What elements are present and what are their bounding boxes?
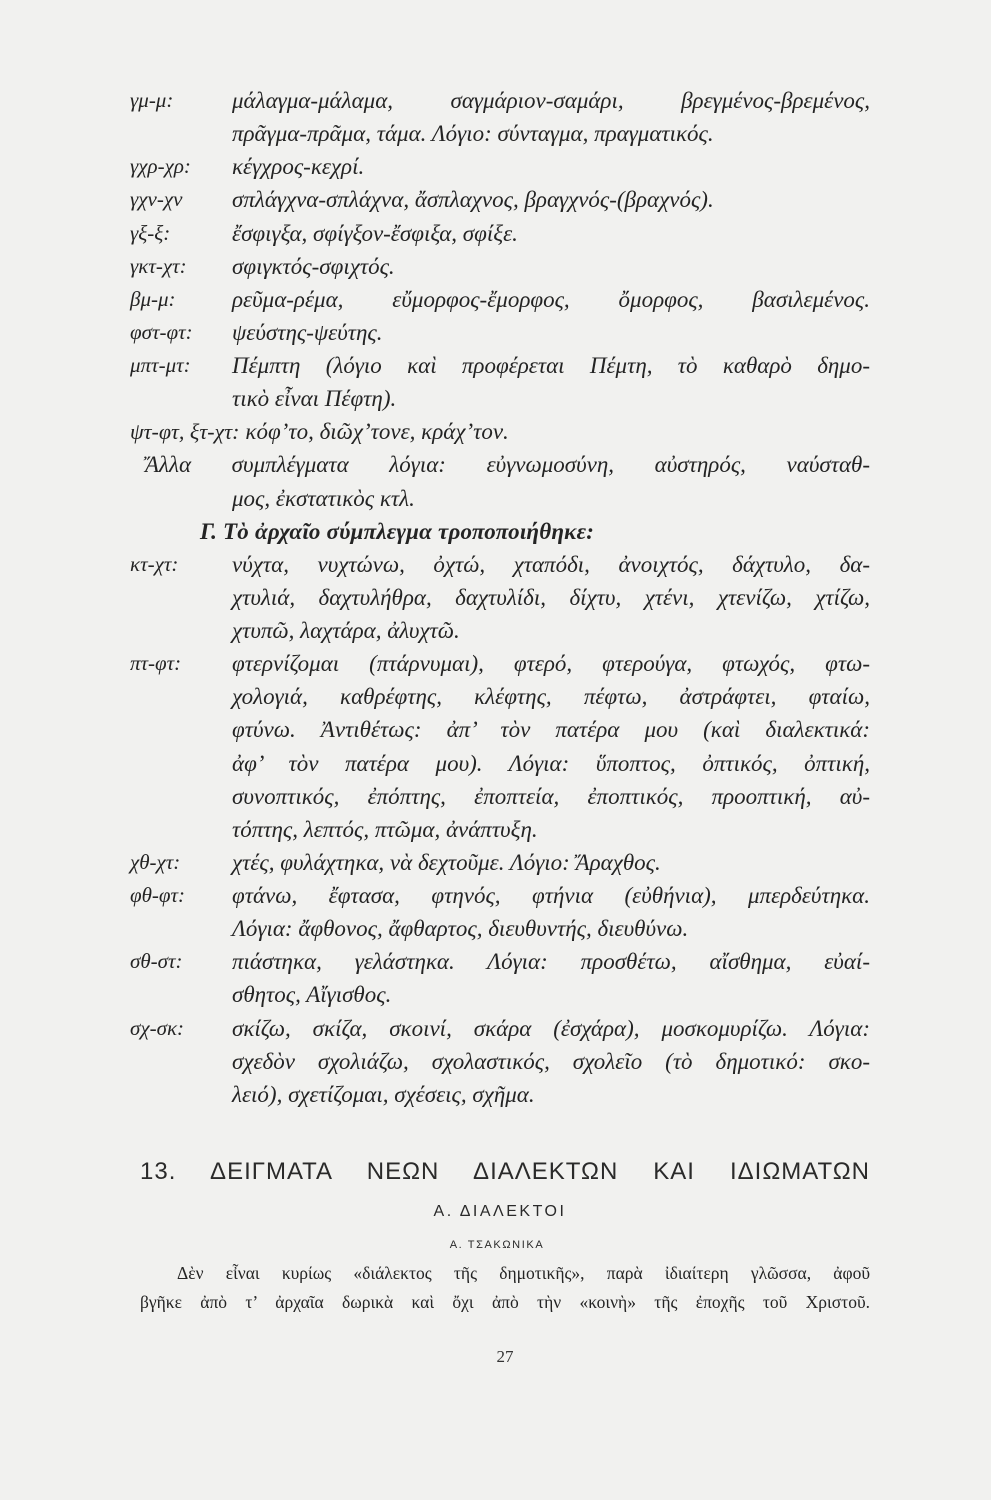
entry-kt-cht — [130, 548, 875, 581]
consonant-clusters-list — [130, 84, 875, 1111]
cluster-label: γξ-ξ: — [130, 220, 171, 245]
cluster-label: γμ-μ: — [130, 88, 174, 112]
entry-text-line: σφιγκτός-σφιχτός. — [232, 253, 395, 279]
cluster-label: γκτ-χτ: — [130, 253, 187, 278]
chapter-heading: 13. ΔΕΙΓΜΑΤΑ ΝΕΩΝ ΔΙΑΛΕΚΤΩΝ ΚΑΙ ΙΔΙΩΜΑΤΩΝ — [140, 1158, 870, 1185]
entry-text-line: ἔσφιγξα, σφίγξον-ἔσφιξα, σφίξε. — [232, 220, 518, 246]
entry-text-line: τικὸ εἶναι Πέφτη). — [232, 386, 397, 412]
entry-text-line: σχεδὸν σχολιάζω, σχολαστικός, σχολεῖο (τὸ δημοτικό: σκο- — [232, 1048, 870, 1074]
entry-text-line: κέγχρος-κεχρί. — [232, 154, 365, 180]
section-title: Γ. Τὸ ἀρχαῖο σύμπλεγμα τροποποιήθηκε: — [200, 518, 595, 544]
entry-text-line: χτές, φυλάχτηκα, νὰ δεχτοῦμε. Λόγιο: Ἄραχθος. — [232, 849, 661, 875]
entry-text-line: Ἄλλα συμπλέγματα λόγια: εὐγνωμοσύνη, αὐστηρός, ναύσταθ- — [145, 452, 870, 478]
entry-text-line: Λόγια: ἄφθονος, ἄφθαρτος, διευθυντής, διευθύνω. — [232, 916, 689, 942]
entry-sth-st-continued — [130, 978, 875, 1011]
paragraph-line: Δὲν εἶναι κυρίως «διάλεκτος τῆς δημοτικῆς», παρὰ ἰδιαίτερη γλῶσσα, ἀφοῦ — [177, 1263, 870, 1283]
entry-mpt-mt-continued — [130, 382, 875, 415]
cluster-label: φθ-φτ: — [130, 883, 186, 907]
entry-gkt-cht — [130, 250, 875, 283]
cluster-label: γχν-χν — [130, 187, 183, 212]
entry-text-line: φτύνω. Ἀντιθέτως: ἀπ’ τὸν πατέρα μου (καὶ διαλεκτικά: — [232, 717, 870, 743]
entry-text-line: μος, ἐκστατικὸς κτλ. — [232, 485, 415, 511]
entry-kt-cht-continued — [130, 581, 875, 614]
cluster-label: σχ-σκ: — [130, 1015, 185, 1040]
entry-pt-ft-continued — [130, 747, 875, 780]
subsection-heading-tsakonika: Α. ΤΣΑΚΩΝΙΚΑ — [449, 1239, 545, 1251]
entry-sch-sk-continued — [130, 1078, 875, 1111]
entry-text-line: λειό), σχετίζομαι, σχέσεις, σχῆμα. — [232, 1081, 535, 1107]
entry-text-line: φτάνω, ἔφτασα, φτηνός, φτήνια (εὐθήνια), μπερδεύτηκα. — [232, 883, 870, 908]
entry-text-line: χτυπῶ, λαχτάρα, ἀλυχτῶ. — [232, 618, 460, 643]
other-learned-clusters — [130, 448, 875, 481]
page-number: 27 — [496, 1347, 514, 1366]
entry-text-line: χτυλιά, δαχτυλήθρα, δαχτυλίδι, δίχτυ, χτένι, χτενίζω, χτίζω, — [232, 584, 870, 610]
entry-text-line: σθητος, Αἴγισθος. — [232, 982, 392, 1008]
entry-text-line: τόπτης, λεπτός, πτῶμα, ἀνάπτυξη. — [232, 816, 538, 842]
entry-sch-sk-continued — [130, 1045, 875, 1078]
entry-text-line: μάλαγμα-μάλαμα, σαγμάριον-σαμάρι, βρεγμένος-βρεμένος, — [232, 88, 870, 113]
entry-text-line: ἀφ’ τὸν πατέρα μου). Λόγια: ὕποπτος, ὀπτικός, ὀπτική, — [232, 750, 870, 776]
entry-pst-ft-xt-cht — [130, 415, 875, 448]
entry-gchr-chr — [130, 150, 875, 183]
cluster-label: φστ-φτ: — [130, 319, 193, 344]
entry-text-line: πρᾶγμα-πρᾶμα, τάμα. Λόγιο: σύνταγμα, πραγματικός. — [232, 121, 714, 147]
entry-pt-ft-continued — [130, 680, 875, 713]
entry-gm-m-continued — [130, 117, 875, 150]
entry-fst-ft — [130, 316, 875, 349]
entry-text-line: πιάστηκα, γελάστηκα. Λόγια: προσθέτω, αἴσθημα, εὐαί- — [232, 949, 870, 975]
cluster-label: βμ-μ: — [130, 286, 176, 311]
entry-text-line: σκίζω, σκίζα, σκοινί, σκάρα (ἐσχάρα), μοσκομυρίζω. Λόγια: — [232, 1015, 870, 1041]
cluster-label: γχρ-χρ: — [130, 154, 191, 179]
entry-mpt-mt — [130, 349, 875, 382]
cluster-label: χθ-χτ: — [130, 849, 181, 874]
entry-pt-ft-continued — [130, 780, 875, 813]
entry-pt-ft-continued — [130, 813, 875, 846]
cluster-label: σθ-στ: — [130, 949, 183, 974]
cluster-label: μπτ-μτ: — [130, 353, 191, 377]
entry-text-line: χολογιά, καθρέφτης, κλέφτης, πέφτω, ἀστράφτει, φταίω, — [232, 684, 870, 710]
entry-gchn-chn — [130, 183, 875, 216]
cluster-label: ψτ-φτ, ξτ-χτ: — [130, 419, 240, 445]
entry-text-line: συνοπτικός, ἐπόπτης, ἐποπτεία, ἐποπτικός, προοπτική, αὐ- — [232, 783, 870, 809]
entry-pt-ft — [130, 647, 875, 680]
intro-paragraph — [140, 1259, 870, 1317]
entry-sch-sk — [130, 1012, 875, 1045]
entry-fth-ft-continued — [130, 912, 875, 945]
entry-gm-m — [130, 84, 875, 117]
entry-text-line: ρεῦμα-ρέμα, εὔμορφος-ἔμορφος, ὄμορφος, βασιλεμένος. — [232, 286, 870, 312]
cluster-label: πτ-φτ: — [130, 651, 182, 676]
entry-pt-ft-continued — [130, 713, 875, 746]
entry-text-line: σπλάγχνα-σπλάχνα, ἄσπλαχνος, βραγχνός-(βραχνός). — [232, 187, 714, 213]
paragraph-line: βγῆκε ἀπὸ τ’ ἀρχαῖα δωρικὰ καὶ ὄχι ἀπὸ τὴν «κοινὴ» τῆς ἐποχῆς τοῦ Χριστοῦ. — [140, 1292, 870, 1312]
entry-fth-ft — [130, 879, 875, 912]
entry-chth-cht — [130, 846, 875, 879]
section-g-heading — [130, 515, 875, 548]
entry-gx-x — [130, 217, 875, 250]
entry-sth-st — [130, 945, 875, 978]
cluster-label: κτ-χτ: — [130, 551, 179, 576]
entry-text-line: κόφ’το, διῶχ’τονε, κράχ’τον. — [245, 419, 509, 445]
entry-kt-cht-continued — [130, 614, 875, 647]
entry-text-line: Πέμπτη (λόγιο καὶ προφέρεται Πέμτη, τὸ καθαρὸ δημο- — [232, 353, 870, 378]
entry-text-line: νύχτα, νυχτώνω, ὀχτώ, χταπόδι, ἀνοιχτός, δάχτυλο, δα- — [232, 551, 870, 577]
entry-text-line: ψεύστης-ψεύτης. — [232, 319, 383, 345]
other-learned-clusters-continued — [130, 482, 875, 515]
entry-text-line: φτερνίζομαι (πτάρνυμαι), φτερό, φτερούγα, φτωχός, φτω- — [232, 651, 870, 677]
section-heading-dialects: Α. ΔΙΑΛΕΚΤΟΙ — [433, 1203, 567, 1220]
entry-vm-m — [130, 283, 875, 316]
